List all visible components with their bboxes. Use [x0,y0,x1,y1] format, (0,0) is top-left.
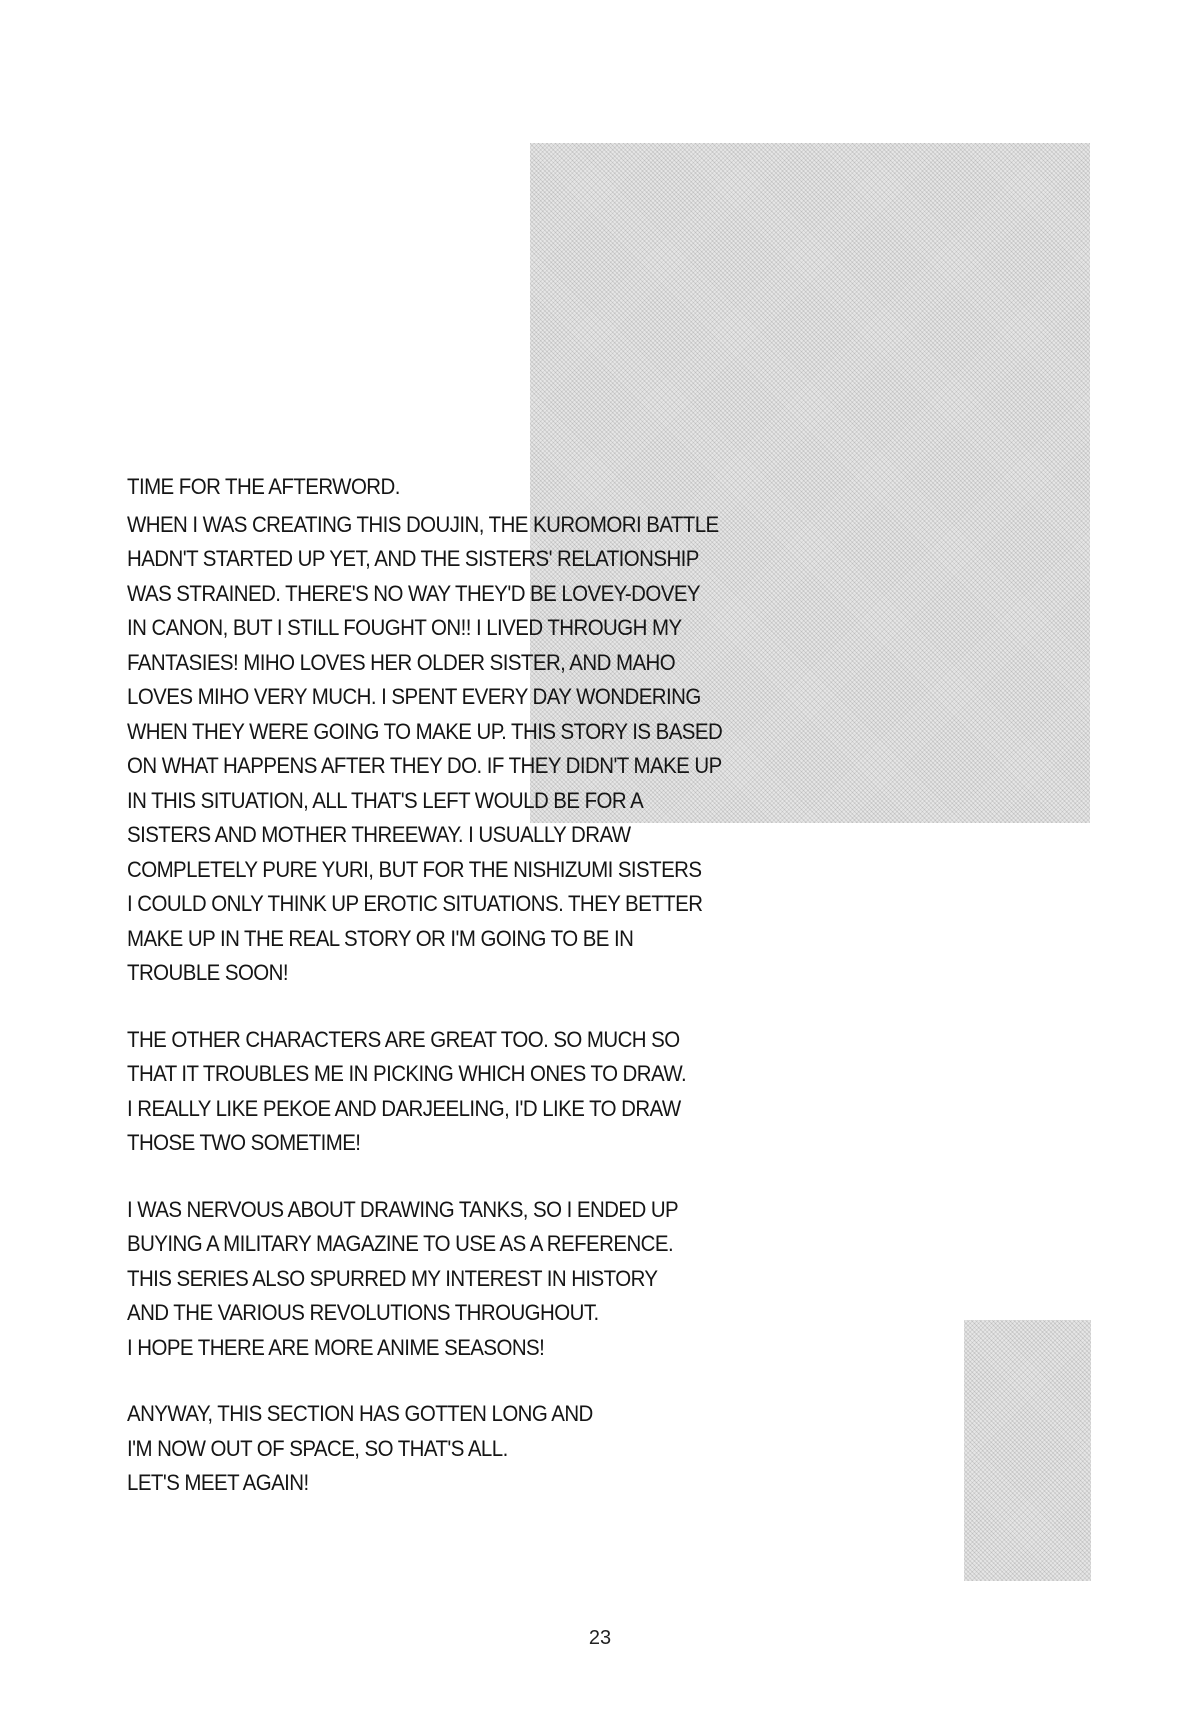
text-line: I HOPE THERE ARE MORE ANIME SEASONS! [127,1334,545,1360]
text-line: WHEN I WAS CREATING THIS DOUJIN, THE KUROMORI BATTLE [127,511,719,537]
text-line: I COULD ONLY THINK UP EROTIC SITUATIONS. THEY BETTER [127,891,703,916]
spacer [127,991,741,1023]
paragraph-2 [127,1023,741,1161]
paragraph-3 [127,1193,741,1366]
screentone-panel-small [964,1320,1091,1581]
text-line: SISTERS AND MOTHER THREEWAY. I USUALLY DRAW [127,822,631,847]
text-line: THE OTHER CHARACTERS ARE GREAT TOO. SO MUCH SO [127,1026,680,1052]
afterword-title: TIME FOR THE AFTERWORD. [127,474,400,499]
afterword-text [127,470,741,1501]
text-line: TROUBLE SOON! [127,960,289,985]
spacer [127,1365,741,1397]
page-number: 23 [588,1627,612,1649]
text-line: I REALLY LIKE PEKOE AND DARJEELING, I'D LIKE TO DRAW [127,1095,681,1121]
paragraph-1 [127,508,741,991]
text-line: MAKE UP IN THE REAL STORY OR I'M GOING TO BE IN [127,925,634,951]
text-line: I WAS NERVOUS ABOUT DRAWING TANKS, SO I ENDED UP [127,1196,679,1222]
text-line: ON WHAT HAPPENS AFTER THEY DO. IF THEY DIDN'T MAKE UP [127,753,722,778]
text-line: THAT IT TROUBLES ME IN PICKING WHICH ONES TO DRAW. [127,1061,687,1086]
text-line: COMPLETELY PURE YURI, BUT FOR THE NISHIZUMI SISTERS [127,856,702,882]
text-line: ANYWAY, THIS SECTION HAS GOTTEN LONG AND [127,1401,593,1426]
text-line: LET'S MEET AGAIN! [127,1470,309,1495]
text-line: HADN'T STARTED UP YET, AND THE SISTERS' RELATIONSHIP [127,546,699,571]
spacer [127,1161,741,1193]
text-line: WHEN THEY WERE GOING TO MAKE UP. THIS STORY IS BASED [127,718,723,744]
text-line: IN THIS SITUATION, ALL THAT'S LEFT WOULD BE FOR A [127,787,644,813]
text-line: LOVES MIHO VERY MUCH. I SPENT EVERY DAY WONDERING [127,684,701,709]
text-line: AND THE VARIOUS REVOLUTIONS THROUGHOUT. [127,1300,599,1325]
text-line: FANTASIES! MIHO LOVES HER OLDER SISTER, AND MAHO [127,649,676,675]
text-line: THIS SERIES ALSO SPURRED MY INTEREST IN HISTORY [127,1265,658,1291]
text-line: IN CANON, BUT I STILL FOUGHT ON!! I LIVED THROUGH MY [127,615,682,640]
text-line: BUYING A MILITARY MAGAZINE TO USE AS A REFERENCE. [127,1231,674,1256]
paragraph-4 [127,1397,741,1501]
text-line: WAS STRAINED. THERE'S NO WAY THEY'D BE LOVEY-DOVEY [127,580,701,606]
text-line: I'M NOW OUT OF SPACE, SO THAT'S ALL. [127,1435,508,1461]
text-line: THOSE TWO SOMETIME! [127,1130,361,1155]
